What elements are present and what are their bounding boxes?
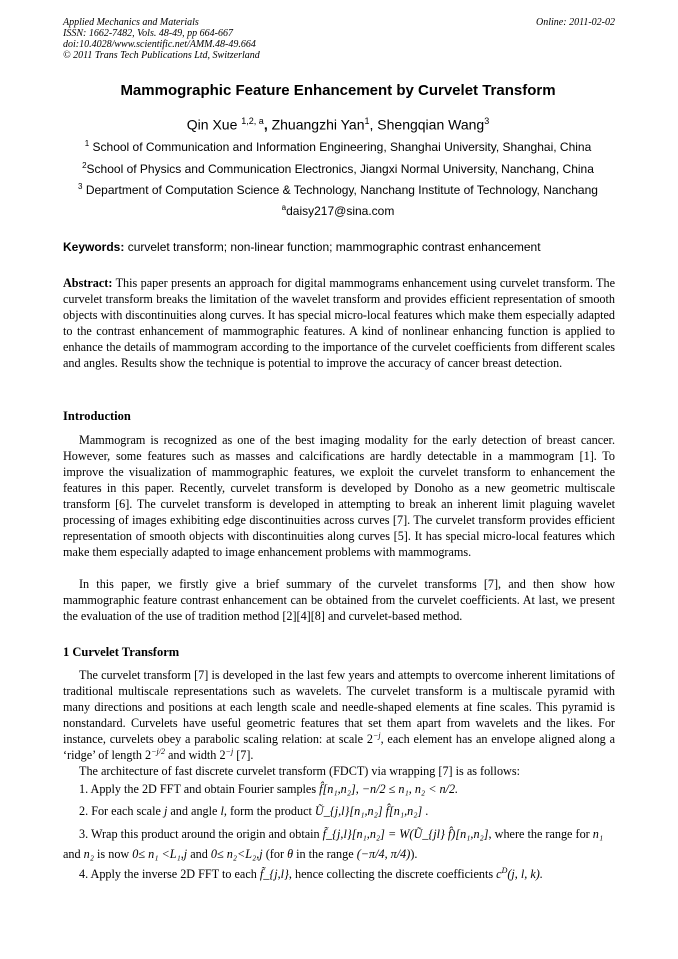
math-expression: f̂[n₁,n₂] xyxy=(319,782,356,796)
scale-text: scale 2 xyxy=(338,732,373,746)
section-1-paragraph-1 xyxy=(63,667,615,763)
author-affil-sup: 3 xyxy=(484,116,490,126)
scale-text: , each element has an envelope aligned along a ‘ridge’ of length 2 xyxy=(63,732,615,762)
section-1-heading: 1 Curvelet Transform xyxy=(63,645,180,659)
online-date: Online: 2011-02-02 xyxy=(536,17,615,28)
affiliation-1 xyxy=(60,139,616,154)
affiliation-3 xyxy=(60,182,616,197)
email-line xyxy=(60,203,616,218)
keywords-label: Keywords: xyxy=(63,240,125,254)
step-text: 1. Apply the 2D FFT and obtain Fourier samples xyxy=(79,782,320,796)
math-expression: (j, l, k). xyxy=(507,867,543,881)
introduction-heading: Introduction xyxy=(63,409,131,423)
journal-header xyxy=(63,17,615,61)
intro-paragraph-1: Mammogram is recognized as one of the best imaging modality for the early detection of breast cancer. However, some features such as masses and calcifications are hardly detectable in a mammogram [1]. To improve the visualization of mammographic features, we exploit the curvelet transform to enhancement the features in this paper. Recently, curvelet transform is developed by Donoho as a new geometric multiscale transform [6]. The curvelet transform is developed in attempting to break an inherent limit plaguing wavelet processing of images exhibiting edge discontinuities across curves [7]. The curvelet transform provides efficient representation of smooth objects with discontinuities along curves [5]. It has special micro-local features which make them especially adapted to image enhancement problems with mammograms. xyxy=(63,433,615,559)
step-text: and xyxy=(63,847,84,861)
fdct-step-4 xyxy=(63,866,615,882)
section-1-p1-text: The curvelet transform [7] is developed in the last few years and attempts to overcome inherent limitations of traditional multiscale representations such as wavelets. The curvelet transform is a multiscale pyramid with many directions and positions at each length scale and needle-shaped elements at fine scales. This pyramid is nonstandard. Curvelets have useful geometric features that set them apart from wavelets and the likes. For instance, curvelets obey a parabolic scaling relation: at xyxy=(63,668,615,746)
math-expression: −n/2 ≤ n₁, n₂ < n/2. xyxy=(361,782,459,796)
author-affil-sup: 1 xyxy=(364,116,370,126)
step-text: and xyxy=(187,847,211,861)
email-address: daisy217@sina.com xyxy=(286,204,395,218)
journal-name: Applied Mechanics and Materials xyxy=(63,17,199,28)
keywords-line xyxy=(63,240,615,254)
step-text: 4. Apply the inverse 2D FFT to each xyxy=(79,867,260,881)
exponent: −j xyxy=(225,746,234,756)
author-affil-sup: 1,2, a xyxy=(241,116,264,126)
paper-title: Mammographic Feature Enhancement by Curvelet Transform xyxy=(120,82,556,99)
step-text: 2. For each scale xyxy=(79,804,164,818)
affil-sup: 2 xyxy=(82,161,87,170)
math-expression: 0≤ n₂<L₂,j xyxy=(210,847,263,861)
affil-text: Department of Computation Science & Technology, Nanchang Institute of Technology, Nanchang xyxy=(82,183,598,197)
exponent: D xyxy=(501,865,508,875)
math-variable: j xyxy=(163,804,168,818)
author-list xyxy=(60,116,616,133)
exponent: −j xyxy=(372,730,381,740)
math-variable: c xyxy=(496,867,502,881)
abstract-paragraph xyxy=(63,275,615,371)
author-separator: , xyxy=(263,116,272,133)
author-name: Zhuangzhi Yan xyxy=(271,116,365,133)
step-text: , xyxy=(355,782,362,796)
affil-text: School of Physics and Communication Electronics, Jiangxi Normal University, Nanchang, China xyxy=(86,162,594,176)
math-expression: f̃_{j,l} xyxy=(259,867,289,881)
fdct-step-2 xyxy=(63,803,615,819)
math-expression: 0≤ n₁ <L₁,j xyxy=(132,847,188,861)
exponent: −j/2 xyxy=(151,746,165,756)
math-variable: l xyxy=(220,804,224,818)
fdct-step-3 xyxy=(63,826,615,842)
step-text: , hence collecting the discrete coefficients xyxy=(288,867,497,881)
keywords-text: curvelet transform; non-linear function; mammographic contrast enhancement xyxy=(124,240,541,254)
math-variable: θ xyxy=(287,847,294,861)
doi-line: doi:10.4028/www.scientific.net/AMM.48-49.664 xyxy=(63,39,256,50)
scale-text: and width 2 xyxy=(164,748,226,762)
author-name: Qin Xue xyxy=(186,116,242,133)
math-variable: n₂ xyxy=(83,847,94,861)
step-text: ). xyxy=(410,847,418,861)
math-expression: Ũ_{j,l}[n₁,n₂] f̂[n₁,n₂] xyxy=(314,804,423,818)
step-text: , where the range for xyxy=(488,827,593,841)
section-1-paragraph-2: The architecture of fast discrete curvelet transform (FDCT) via wrapping [7] is as follows: xyxy=(79,764,520,778)
affil-sup: 1 xyxy=(84,139,90,148)
author-name: Shengqian Wang xyxy=(377,116,485,133)
step-text: is now xyxy=(94,847,133,861)
fdct-step-3-continued xyxy=(63,846,615,862)
affil-text: School of Communication and Information Engineering, Shanghai University, Shanghai, China xyxy=(89,140,592,154)
math-expression: (−π/4, π/4) xyxy=(356,847,411,861)
step-text: (for xyxy=(262,847,288,861)
email-sup: a xyxy=(281,203,287,212)
affiliation-2 xyxy=(60,161,616,176)
abstract-text: This paper presents an approach for digital mammograms enhancement using curvelet transform. The curvelet transform breaks the limitation of the wavelet transform and provides efficient representation of smooth objects with discontinuities along curves. It has special micro-local features which make them especially adapted to the contrast enhancement of mammographic features. A kind of nonlinear enhancing function is applied to enhance the details of mammogram according to the importance of the curvelet coefficients from different scales and angles. Results show the technique is potential to improve the accuracy of cancer breast detection. xyxy=(63,276,615,370)
step-text: and angle xyxy=(167,804,221,818)
math-expression: f̃_{j,l}[n₁,n₂] = W(Ũ_{jl} f̂)[n₁,n₂] xyxy=(322,827,489,841)
copyright-line: © 2011 Trans Tech Publications Ltd, Switzerland xyxy=(63,50,260,61)
step-text: 3. Wrap this product around the origin and obtain xyxy=(79,827,323,841)
step-text: in the range xyxy=(293,847,357,861)
step-text: . xyxy=(422,804,429,818)
author-separator: , xyxy=(369,116,378,133)
affil-sup: 3 xyxy=(78,182,83,191)
intro-paragraph-2: In this paper, we firstly give a brief summary of the curvelet transforms [7], and then show how mammographic feature contrast enhancement can be obtained from the curvelet coefficients. At last, we present the evaluation of the use of tradition method [2][4][8] and curvelet-based method. xyxy=(63,577,615,623)
math-variable: n₁ xyxy=(592,827,604,841)
abstract-label: Abstract: xyxy=(63,276,113,290)
scale-text: [7]. xyxy=(233,748,254,762)
issn-line: ISSN: 1662-7482, Vols. 48-49, pp 664-667 xyxy=(63,28,233,39)
step-text: , form the product xyxy=(223,804,315,818)
fdct-step-1 xyxy=(63,781,615,797)
